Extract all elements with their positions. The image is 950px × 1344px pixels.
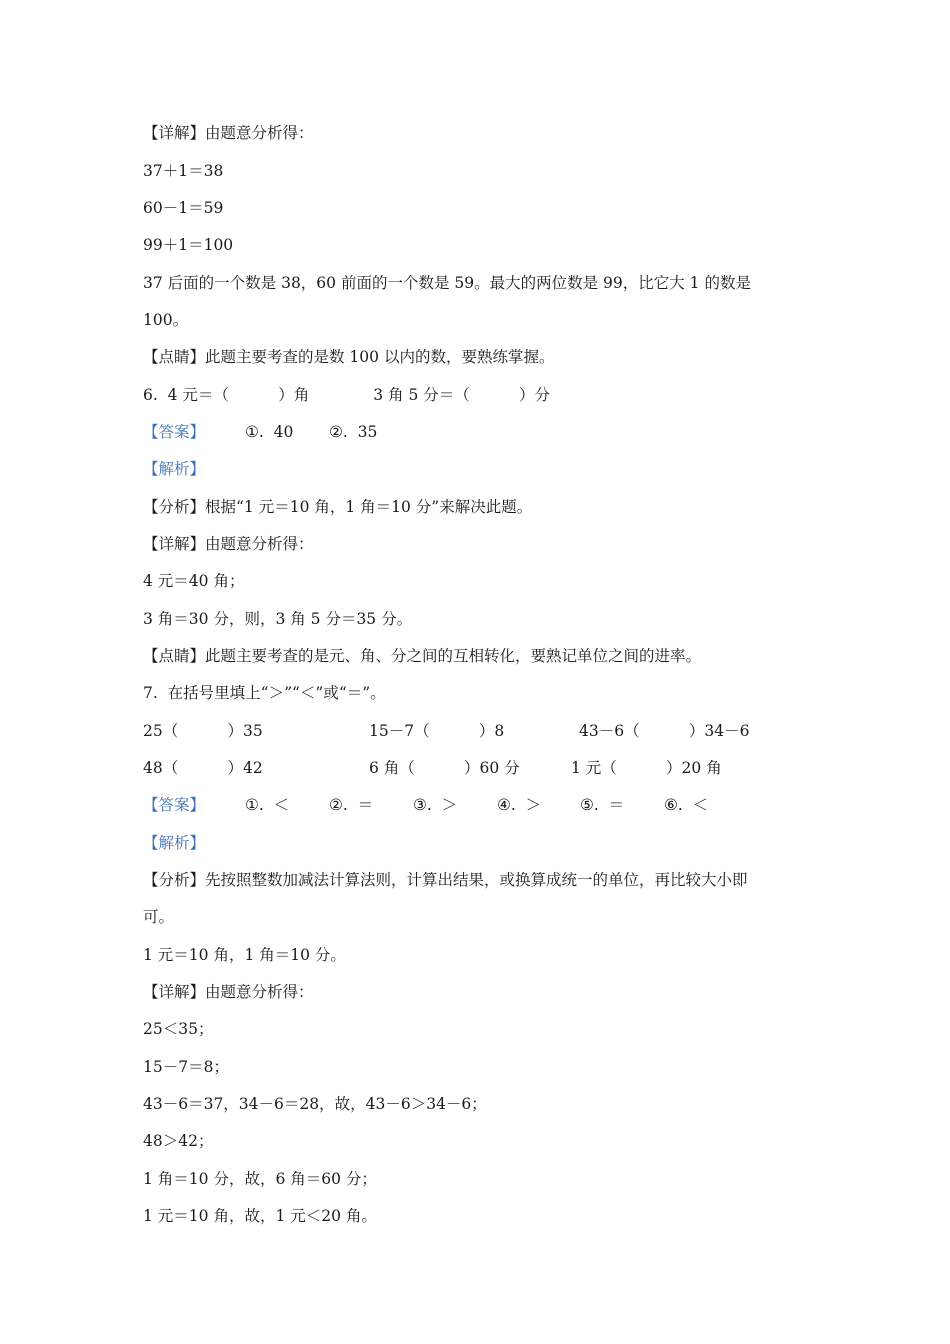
detail-text: 15－7＝8； <box>143 1058 229 1076</box>
answer-item: ①. ＜ <box>245 796 290 814</box>
equation: 60－1＝59 <box>143 199 224 217</box>
analysis-text: 【分析】先按照整数加减法计算法则，计算出结果，或换算成统一的单位，再比较大小即 <box>143 871 748 889</box>
answer-item: ②. ＝ <box>329 796 374 814</box>
detail-text: 3 角＝30 分，则，3 角 5 分＝35 分。 <box>143 610 413 628</box>
question-row <box>143 757 722 779</box>
detail-heading: 【详解】由题意分析得： <box>143 535 314 553</box>
analysis-label: 【解析】 <box>143 460 206 478</box>
answer-row <box>143 421 378 443</box>
question-7: 7. 在括号里填上“＞”“＜”或“＝”。 <box>143 684 386 702</box>
detail-heading: 【详解】由题意分析得： <box>143 124 314 142</box>
explanation-text: 100。 <box>143 311 189 329</box>
question-item: 6 角（ ）60 分 <box>369 759 520 777</box>
analysis-text: 【分析】根据“1 元＝10 角，1 角＝10 分”来解决此题。 <box>143 498 533 516</box>
question-item: 43－6（ ）34－6 <box>579 722 750 740</box>
question-6: 6. 4 元＝（ ）角 3 角 5 分＝（ ）分 <box>143 386 551 404</box>
answer-item: ②. 35 <box>329 423 378 441</box>
answer-item: ④. ＞ <box>497 796 542 814</box>
question-row <box>143 720 750 742</box>
detail-text: 1 元＝10 角，故，1 元＜20 角。 <box>143 1207 377 1225</box>
question-item: 1 元（ ）20 角 <box>571 759 722 777</box>
question-item: 25（ ）35 <box>143 722 263 740</box>
detail-text: 48＞42； <box>143 1132 214 1150</box>
answer-item: ①. 40 <box>245 423 294 441</box>
comment-text: 【点睛】此题主要考查的是元、角、分之间的互相转化，要熟记单位之间的进率。 <box>143 647 702 665</box>
detail-text: 43－6＝37，34－6＝28，故，43－6＞34－6； <box>143 1095 487 1113</box>
detail-text: 4 元＝40 角； <box>143 572 245 590</box>
explanation-text: 37 后面的一个数是 38，60 前面的一个数是 59。最大的两位数是 99，比它大 1 的数是 <box>143 274 751 292</box>
question-item: 15－7（ ）8 <box>369 722 505 740</box>
analysis-text: 可。 <box>143 908 175 926</box>
analysis-label: 【解析】 <box>143 834 206 852</box>
question-item: 48（ ）42 <box>143 759 263 777</box>
answer-row <box>143 794 709 816</box>
answer-item: ③. ＞ <box>413 796 458 814</box>
answer-label: 【答案】 <box>143 423 206 441</box>
equation: 37＋1＝38 <box>143 162 224 180</box>
answer-item: ⑤. ＝ <box>580 796 625 814</box>
detail-heading: 【详解】由题意分析得： <box>143 983 314 1001</box>
answer-item: ⑥. ＜ <box>664 796 709 814</box>
comment-text: 【点睛】此题主要考查的是数 100 以内的数，要熟练掌握。 <box>143 348 555 366</box>
equation: 99＋1＝100 <box>143 236 234 254</box>
analysis-text: 1 元＝10 角，1 角＝10 分。 <box>143 946 346 964</box>
detail-text: 1 角＝10 分，故，6 角＝60 分； <box>143 1170 377 1188</box>
detail-text: 25＜35； <box>143 1020 214 1038</box>
answer-label: 【答案】 <box>143 796 206 814</box>
